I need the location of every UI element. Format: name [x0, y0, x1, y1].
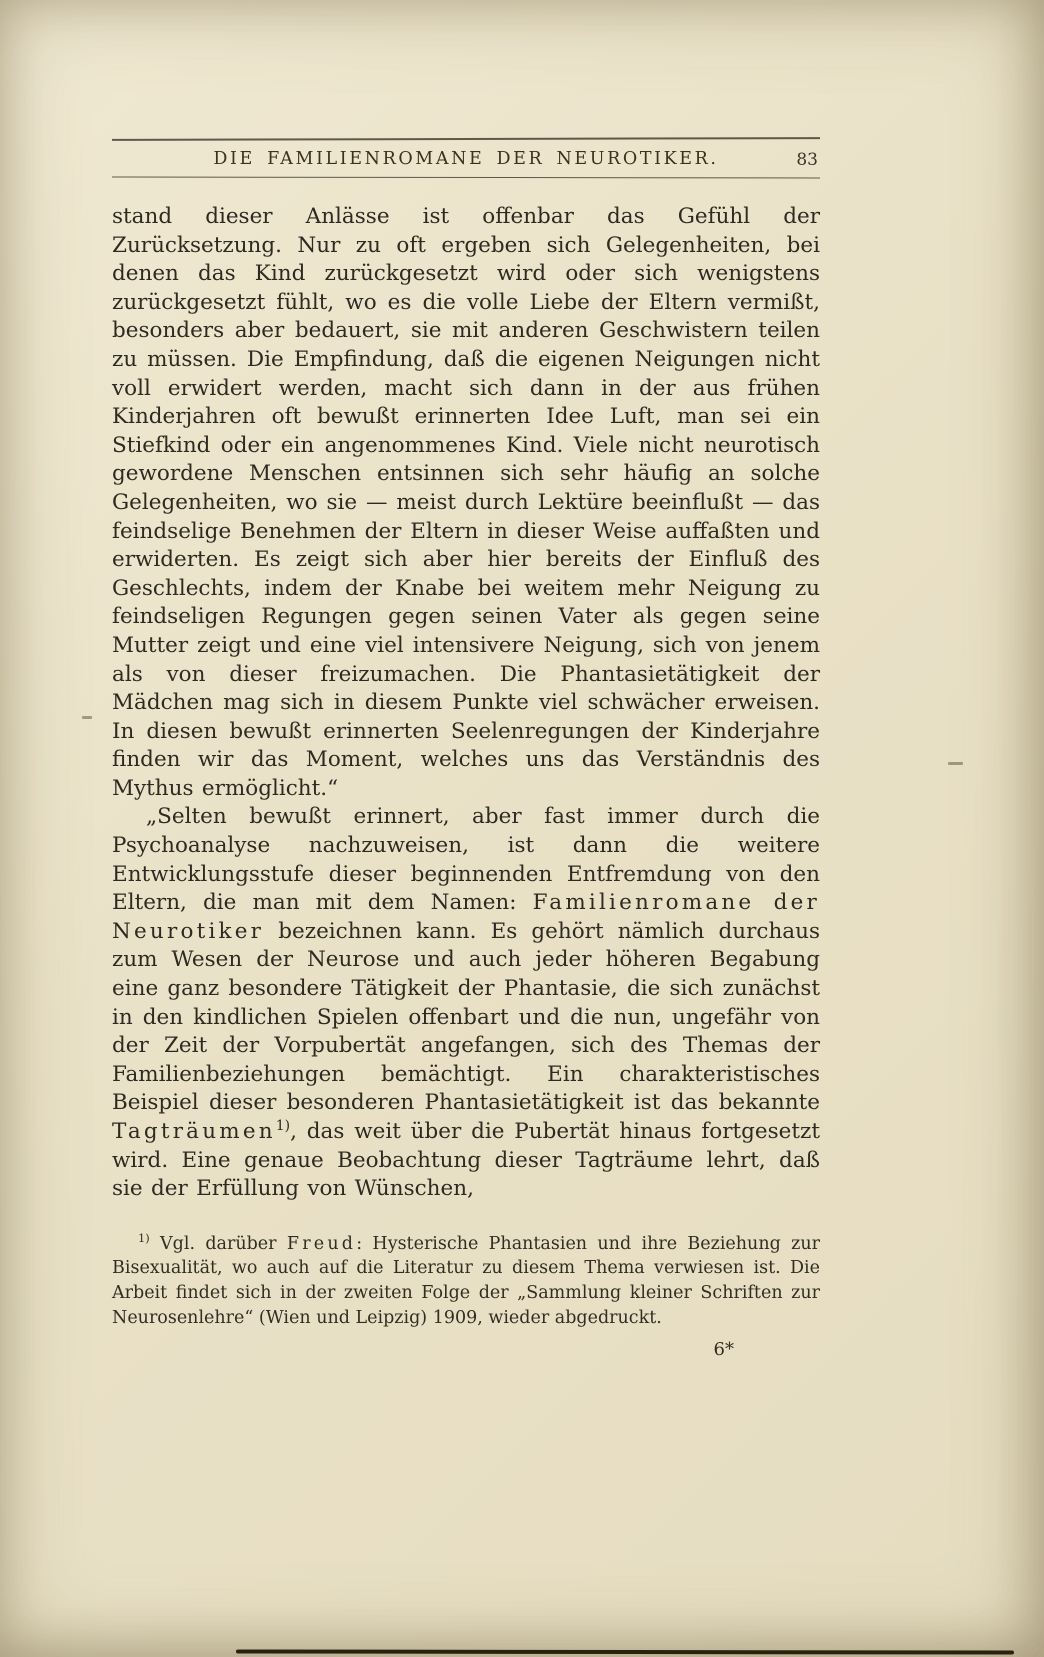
footnote	[112, 1232, 820, 1363]
page-number: 83	[796, 150, 818, 170]
body-text	[112, 203, 820, 1204]
page-header	[112, 140, 820, 177]
header-rule-bottom	[112, 177, 820, 179]
running-head: DIE FAMILIENROMANE DER NEUROTIKER.	[213, 149, 719, 169]
margin-mark-artifact	[948, 762, 963, 765]
margin-mark-artifact	[82, 716, 92, 719]
signature-mark: 6*	[713, 1339, 734, 1361]
scan-edge-artifact	[236, 1649, 1014, 1654]
paragraph-1: stand dieser Anlässe ist offenbar das Gefühl der Zurücksetzung. Nur zu oft ergeben sich Gelegenheiten, bei denen das Kind zurückgesetzt wird oder sich wenigstens zurückgesetzt fühlt, wo es die volle Liebe der Eltern vermißt, besonders aber bedauert, sie mit anderen Geschwistern teilen zu müssen. Die Empfindung, daß die eigenen Neigungen nicht voll erwidert werden, macht sich dann in der aus frühen Kinderjahren oft bewußt erinnerten Idee Luft, man sei ein Stiefkind oder ein angenommenes Kind. Viele nicht neurotisch gewordene Menschen entsinnen sich sehr häufig an solche Gelegenheiten, wo sie — meist durch Lektüre beeinflußt — das feindselige Benehmen der Eltern in dieser Weise auffaßten und erwiderten. Es zeigt sich aber hier bereits der Einfluß des Geschlechts, indem der Knabe bei weitem mehr Neigung zu feindseligen Regungen gegen seinen Vater als gegen seine Mutter zeigt und eine viel intensivere Neigung, sich von jenem als von dieser freizumachen. Die Phantasietätigkeit der Mädchen mag sich in diesem Punkte viel schwächer erweisen. In diesen bewußt erinnerten Seelenregungen der Kinderjahre finden wir das Moment, welches uns das Verständnis des Mythus ermöglicht.“	[112, 204, 820, 801]
footnote-text: $^{1)}$ Vgl. darüber Freud: Hysterische Phantasien und ihre Beziehung zur Bisexualität, wo auch auf die Literatur zu diesem Thema verwiesen ist. Die Arbeit findet sich in der zweiten Folge der „Sammlung kleiner Schriften zur Neurosenlehre“ (Wien und Leipzig) 1909, wieder abgedruckt.	[112, 1230, 820, 1328]
paragraph-2: „Selten bewußt erinnert, aber fast immer durch die Psychoanalyse nachzuweisen, ist dann die weitere Entwicklungsstufe dieser beginnenden Entfremdung von den Eltern, die man mit dem Namen: Familienromane der Neurotiker bezeichnen kann. Es gehört nämlich durchaus zum Wesen der Neurose und auch jeder höheren Begabung eine ganz besondere Tätigkeit der Phantasie, die sich zunächst in den kindlichen Spielen offenbart und die nun, ungefähr von der Zeit der Vorpubertät angefangen, sich des Themas der Familienbeziehungen bemächtigt. Ein charakteristisches Beispiel dieser besonderen Phantasietätigkeit ist das bekannte Tagträumen$^{1)}$, das weit über die Pubertät hinaus fortgesetzt wird. Eine genaue Beobachtung dieser Tagträume lehrt, daß sie der Erfüllung von Wünschen,	[112, 804, 820, 1202]
page-content	[112, 138, 820, 1363]
